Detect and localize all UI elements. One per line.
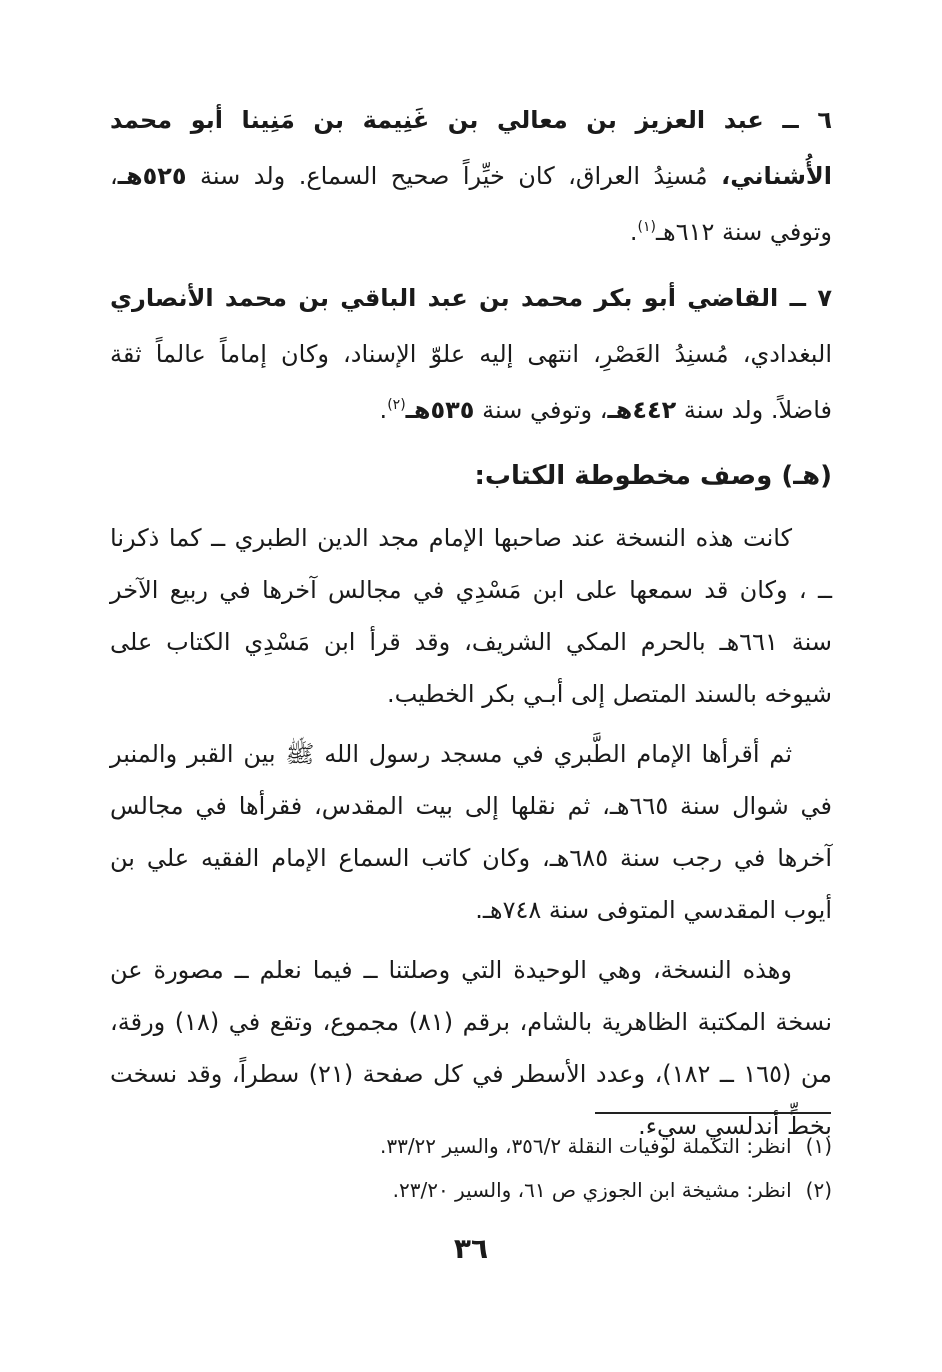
page-number: ٣٦ <box>453 1232 489 1265</box>
birth-year: ٥٢٥هـ <box>117 162 187 190</box>
death-year: ٥٣٥هـ <box>405 396 475 424</box>
section-heading: (هـ) وصف مخطوطة الكتاب: <box>474 461 832 491</box>
footnote-marker: (٢) <box>805 1178 832 1202</box>
footnote-reference[interactable]: (١) <box>637 219 657 235</box>
entry-text: ، وتوفي سنة ٦١٢هـ <box>110 162 832 246</box>
paragraph: كانت هذه النسخة عند صاحبها الإمام مجد الدين الطبري ــ كما ذكرنا ــ ، وكان قد سمعها على ابن مَسْدِي في مجالس آخرها في ربيع الآخر سنة ٦٦١هـ بالحرم المكي الشريف، وقد قرأ ابن مَسْدِي الكتاب على شيوخه بالسند المتصل إلى أبـي بكر الخطيب. <box>110 524 832 708</box>
entry-text: مُسنِدُ العراق، كان خيِّراً صحيح السماع. ولد سنة <box>200 162 708 190</box>
paragraph: وهذه النسخة، وهي الوحيدة التي وصلتنا ــ فيما نعلم ــ مصورة عن نسخة المكتبة الظاهرية بالشام، برقم (٨١) مجموع، وتقع في (١٨) ورقة، من (١٦٥ ــ ١٨٢)، وعدد الأسطر في كل صفحة (٢١) سطراً، وقد نسخت بخطٍّ أندلسي سيء. <box>110 956 833 1140</box>
entry-heading: ٧ ــ القاضي أبو بكر محمد بن عبد الباقي بن محمد الأنصاري <box>110 284 832 312</box>
footnote <box>110 1124 832 1168</box>
footnote-reference[interactable]: (٢) <box>387 397 406 413</box>
entry-end: . <box>629 218 638 246</box>
footnote-marker: (١) <box>805 1134 832 1158</box>
paragraph: ثم أقرأها الإمام الطَّبري في مسجد رسول الله ﷺ بين القبر والمنبر في شوال سنة ٦٦٥هـ، ثم نقلها إلى بيت المقدس، فقرأها في مجالس آخرها في رجب سنة ٦٨٥هـ، وكان كاتب السماع الإمام الفقيه علي بن أيوب المقدسي المتوفى سنة ٧٤٨هـ. <box>110 740 833 924</box>
biography-entry-7 <box>110 270 832 438</box>
entry-end: . <box>379 396 388 424</box>
footnote-divider <box>595 1112 831 1114</box>
biography-entry-6 <box>110 92 832 260</box>
footnote-text: انظر: مشيخة ابن الجوزي ص ٦١، والسير ٢٣/٢٠. <box>392 1178 792 1202</box>
birth-year: ٤٤٢هـ <box>607 396 677 424</box>
entry-heading: ٦ ــ عبد العزيز بن معالي بن غَنِيمة بن مَنِينا أبو محمد الأُشناني، <box>110 106 833 190</box>
footnotes <box>110 1124 832 1212</box>
page-body <box>110 92 832 1160</box>
entry-text: ، وتوفي سنة <box>482 396 608 424</box>
footnote <box>110 1168 832 1212</box>
entry-text: البغدادي، مُسنِدُ العَصْرِ، انتهى إليه علوّ الإسناد، وكان إماماً عالماً ثقة فاضلاً. ولد سنة <box>110 340 832 424</box>
footnote-text: انظر: التكملة لوفيات النقلة ٣٥٦/٢، والسير ٣٣/٢٢. <box>379 1134 792 1158</box>
